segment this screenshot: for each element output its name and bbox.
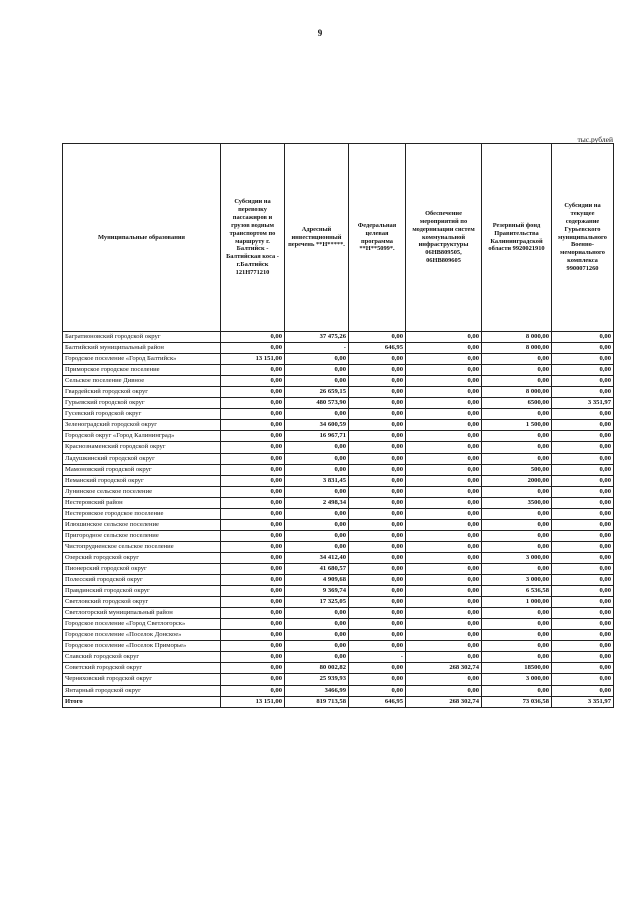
amount-cell: 0,00 [285, 508, 349, 519]
amount-cell: 0,00 [221, 608, 285, 619]
amount-cell: 0,00 [285, 453, 349, 464]
amount-cell: 0,00 [406, 541, 482, 552]
amount-cell: 0,00 [406, 508, 482, 519]
table-row [63, 508, 614, 519]
amount-cell: 25 939,93 [285, 674, 349, 685]
amount-cell: 268 302,74 [406, 663, 482, 674]
amount-cell: 0,00 [552, 354, 614, 365]
amount-cell: 0,00 [552, 575, 614, 586]
amount-cell: 0,00 [285, 442, 349, 453]
table-row [63, 586, 614, 597]
municipality-name-cell: Балтийский муниципальный район [63, 343, 221, 354]
amount-cell: 0,00 [221, 453, 285, 464]
header-utility-modernization: Обеспечение мероприятий по модернизации систем коммунальной инфраструктуры 06НВ809505, 06НВ809605 [406, 144, 482, 332]
table-row [63, 464, 614, 475]
table-row [63, 685, 614, 696]
amount-cell: 0,00 [221, 508, 285, 519]
amount-cell: 0,00 [221, 586, 285, 597]
amount-cell: 0,00 [349, 630, 406, 641]
amount-cell: 0,00 [552, 685, 614, 696]
amount-cell: 0,00 [221, 563, 285, 574]
municipality-name-cell: Городское поселение «Поселок Приморье» [63, 641, 221, 652]
table-row [63, 343, 614, 354]
amount-cell: 0,00 [349, 563, 406, 574]
municipality-name-cell: Пригородное сельское поселение [63, 530, 221, 541]
amount-cell: 0,00 [221, 497, 285, 508]
table-row [63, 387, 614, 398]
municipality-name-cell: Багратионовский городской округ [63, 332, 221, 343]
amount-cell: 0,00 [406, 641, 482, 652]
amount-cell: 13 151,00 [221, 354, 285, 365]
municipality-name-cell: Итого [63, 696, 221, 707]
table-row [63, 332, 614, 343]
amount-cell: 0,00 [221, 652, 285, 663]
amount-cell: 0,00 [482, 453, 552, 464]
amount-cell: 0,00 [349, 475, 406, 486]
amount-cell: 0,00 [349, 431, 406, 442]
amount-cell: 1 500,00 [482, 420, 552, 431]
amount-cell: 0,00 [482, 619, 552, 630]
municipality-name-cell: Мамоновский городской округ [63, 464, 221, 475]
municipality-name-cell: Илюшинское сельское поселение [63, 519, 221, 530]
municipality-name-cell: Ладушкинский городской округ [63, 453, 221, 464]
amount-cell: 0,00 [482, 376, 552, 387]
amount-cell: - [285, 343, 349, 354]
amount-cell: 0,00 [349, 354, 406, 365]
amount-cell: 17 325,05 [285, 597, 349, 608]
municipality-name-cell: Городской округ «Город Калининград» [63, 431, 221, 442]
amount-cell: 0,00 [552, 663, 614, 674]
amount-cell: 3 831,45 [285, 475, 349, 486]
amount-cell: 0,00 [221, 519, 285, 530]
municipality-name-cell: Городское поселение «Город Светлогорск» [63, 619, 221, 630]
amount-cell: 0,00 [406, 453, 482, 464]
amount-cell: 0,00 [349, 464, 406, 475]
amount-cell: 0,00 [552, 508, 614, 519]
table-row [63, 475, 614, 486]
subsidies-table [62, 143, 614, 708]
amount-cell: 0,00 [221, 575, 285, 586]
amount-cell: 0,00 [406, 652, 482, 663]
municipality-name-cell: Городское поселение «Город Балтийск» [63, 354, 221, 365]
amount-cell: 0,00 [221, 376, 285, 387]
municipality-name-cell: Советский городской округ [63, 663, 221, 674]
table-row [63, 354, 614, 365]
municipality-name-cell: Правдинский городской округ [63, 586, 221, 597]
amount-cell: 0,00 [406, 497, 482, 508]
amount-cell: 0,00 [406, 354, 482, 365]
table-row [63, 674, 614, 685]
amount-cell: 0,00 [349, 442, 406, 453]
amount-cell: 0,00 [285, 354, 349, 365]
amount-cell: 0,00 [285, 630, 349, 641]
amount-cell: 3 000,00 [482, 552, 552, 563]
amount-cell: 26 659,15 [285, 387, 349, 398]
municipality-name-cell: Зеленоградский городской округ [63, 420, 221, 431]
amount-cell: 0,00 [349, 597, 406, 608]
amount-cell: 0,00 [285, 365, 349, 376]
municipality-name-cell: Светловский городской округ [63, 597, 221, 608]
amount-cell: 0,00 [349, 541, 406, 552]
amount-cell: 9 369,74 [285, 586, 349, 597]
table-row [63, 453, 614, 464]
amount-cell: 4 909,68 [285, 575, 349, 586]
amount-cell: 646,95 [349, 343, 406, 354]
amount-cell: 0,00 [552, 619, 614, 630]
amount-cell: 0,00 [552, 530, 614, 541]
table-row [63, 409, 614, 420]
amount-cell: 0,00 [349, 575, 406, 586]
amount-cell: 0,00 [349, 641, 406, 652]
amount-cell: 0,00 [552, 586, 614, 597]
table-row [63, 519, 614, 530]
amount-cell: 0,00 [221, 464, 285, 475]
amount-cell: 0,00 [406, 420, 482, 431]
municipality-name-cell: Городское поселение «Поселок Донское» [63, 630, 221, 641]
amount-cell: 6500,00 [482, 398, 552, 409]
amount-cell: 0,00 [406, 674, 482, 685]
amount-cell: 0,00 [406, 563, 482, 574]
amount-cell: 0,00 [349, 420, 406, 431]
table-row [63, 365, 614, 376]
amount-cell: 16 967,71 [285, 431, 349, 442]
municipality-name-cell: Приморское городское поселение [63, 365, 221, 376]
table-row [63, 497, 614, 508]
municipality-name-cell: Неманский городской округ [63, 475, 221, 486]
amount-cell: 0,00 [221, 420, 285, 431]
amount-cell: 819 713,58 [285, 696, 349, 707]
amount-cell: 0,00 [482, 541, 552, 552]
amount-cell: 0,00 [349, 332, 406, 343]
municipality-name-cell: Пионерский городской округ [63, 563, 221, 574]
amount-cell: 0,00 [552, 464, 614, 475]
table-row [63, 619, 614, 630]
table-row [63, 376, 614, 387]
amount-cell: 0,00 [406, 630, 482, 641]
table-header-row [63, 144, 614, 332]
amount-cell: 0,00 [406, 464, 482, 475]
amount-cell: 0,00 [552, 387, 614, 398]
amount-cell: 0,00 [285, 619, 349, 630]
amount-cell: 0,00 [406, 332, 482, 343]
amount-cell: 0,00 [482, 409, 552, 420]
amount-cell: 0,00 [349, 586, 406, 597]
amount-cell: 0,00 [406, 486, 482, 497]
amount-cell: 0,00 [406, 387, 482, 398]
amount-cell: 0,00 [482, 641, 552, 652]
amount-cell: 0,00 [552, 608, 614, 619]
amount-cell: 0,00 [221, 387, 285, 398]
amount-cell: 268 302,74 [406, 696, 482, 707]
table-row [63, 420, 614, 431]
amount-cell: 0,00 [349, 552, 406, 563]
amount-cell: 3500,00 [482, 497, 552, 508]
amount-cell: 0,00 [349, 365, 406, 376]
amount-cell: 0,00 [349, 519, 406, 530]
amount-cell: 0,00 [406, 552, 482, 563]
amount-cell: 8 000,00 [482, 343, 552, 354]
amount-cell: 0,00 [221, 431, 285, 442]
amount-cell: 0,00 [552, 674, 614, 685]
amount-cell: 0,00 [482, 354, 552, 365]
amount-cell: 0,00 [552, 641, 614, 652]
amount-cell: 0,00 [406, 530, 482, 541]
header-memorial-subsidy: Субсидии на текущее содержание Гурьевского муниципального Военно-мемориального комплекса 9900071260 [552, 144, 614, 332]
amount-cell: 0,00 [406, 376, 482, 387]
table-row [63, 398, 614, 409]
amount-cell: 0,00 [552, 420, 614, 431]
amount-cell: 0,00 [349, 486, 406, 497]
amount-cell: 0,00 [552, 343, 614, 354]
amount-cell: 0,00 [285, 530, 349, 541]
amount-cell: 2 498,34 [285, 497, 349, 508]
amount-cell: 0,00 [552, 486, 614, 497]
table-row [63, 597, 614, 608]
amount-cell: 0,00 [552, 630, 614, 641]
amount-cell: 3 351,97 [552, 696, 614, 707]
amount-cell: 0,00 [349, 497, 406, 508]
amount-cell: 0,00 [221, 685, 285, 696]
municipality-name-cell: Краснознаменский городской округ [63, 442, 221, 453]
amount-cell: 0,00 [349, 674, 406, 685]
amount-cell: 0,00 [406, 575, 482, 586]
amount-cell: 0,00 [285, 541, 349, 552]
amount-cell: 0,00 [221, 674, 285, 685]
amount-cell: 0,00 [552, 431, 614, 442]
amount-cell: 37 475,26 [285, 332, 349, 343]
amount-cell: 0,00 [349, 508, 406, 519]
amount-cell: 0,00 [349, 376, 406, 387]
municipality-name-cell: Янтарный городской округ [63, 685, 221, 696]
table-row [63, 575, 614, 586]
amount-cell: 0,00 [406, 442, 482, 453]
amount-cell: 0,00 [552, 541, 614, 552]
amount-cell: 646,95 [349, 696, 406, 707]
amount-cell: 0,00 [221, 365, 285, 376]
amount-cell: 0,00 [482, 442, 552, 453]
amount-cell: 0,00 [406, 409, 482, 420]
amount-cell: 0,00 [482, 563, 552, 574]
amount-cell: 80 002,82 [285, 663, 349, 674]
amount-cell: 0,00 [552, 332, 614, 343]
amount-cell: 0,00 [482, 630, 552, 641]
amount-cell: 13 151,00 [221, 696, 285, 707]
municipality-name-cell: Озерский городской округ [63, 552, 221, 563]
amount-cell: 0,00 [285, 652, 349, 663]
units-label: тыс.рублей [577, 135, 613, 144]
amount-cell: 0,00 [552, 652, 614, 663]
amount-cell: 0,00 [482, 652, 552, 663]
table-row [63, 530, 614, 541]
amount-cell: 8 000,00 [482, 387, 552, 398]
amount-cell: 0,00 [552, 475, 614, 486]
amount-cell: 0,00 [482, 519, 552, 530]
amount-cell: 0,00 [552, 453, 614, 464]
amount-cell: 0,00 [349, 608, 406, 619]
total-row [63, 696, 614, 707]
municipality-name-cell: Славский городской округ [63, 652, 221, 663]
amount-cell: 0,00 [349, 453, 406, 464]
table-row [63, 663, 614, 674]
amount-cell: 0,00 [406, 475, 482, 486]
table-row [63, 442, 614, 453]
amount-cell: 0,00 [552, 519, 614, 530]
municipality-name-cell: Черняховский городской округ [63, 674, 221, 685]
amount-cell: 0,00 [221, 663, 285, 674]
amount-cell: 0,00 [221, 630, 285, 641]
amount-cell: 0,00 [406, 431, 482, 442]
amount-cell: 0,00 [285, 464, 349, 475]
amount-cell: 34 412,40 [285, 552, 349, 563]
amount-cell: 0,00 [349, 409, 406, 420]
amount-cell: 0,00 [349, 398, 406, 409]
amount-cell: 41 680,57 [285, 563, 349, 574]
amount-cell: 0,00 [221, 641, 285, 652]
table-row [63, 630, 614, 641]
amount-cell: 0,00 [552, 365, 614, 376]
table-row [63, 431, 614, 442]
page-number: 9 [317, 28, 323, 38]
municipality-name-cell: Светлогорский муниципальный район [63, 608, 221, 619]
amount-cell: 0,00 [349, 619, 406, 630]
amount-cell: 34 600,59 [285, 420, 349, 431]
amount-cell: 0,00 [406, 343, 482, 354]
amount-cell: 18500,00 [482, 663, 552, 674]
amount-cell: 0,00 [221, 541, 285, 552]
amount-cell: 0,00 [406, 685, 482, 696]
amount-cell: 0,00 [285, 608, 349, 619]
amount-cell: 0,00 [552, 563, 614, 574]
amount-cell: 0,00 [221, 442, 285, 453]
amount-cell: 0,00 [482, 365, 552, 376]
amount-cell: 73 036,58 [482, 696, 552, 707]
amount-cell: 3 000,00 [482, 674, 552, 685]
amount-cell: 6 536,58 [482, 586, 552, 597]
amount-cell: 3 000,00 [482, 575, 552, 586]
amount-cell: 0,00 [482, 608, 552, 619]
amount-cell: 0,00 [406, 398, 482, 409]
table-row [63, 486, 614, 497]
amount-cell: 0,00 [221, 332, 285, 343]
amount-cell: 0,00 [406, 597, 482, 608]
header-federal-program: Федеральная целевая программа **Н**5099*. [349, 144, 406, 332]
header-municipality: Муниципальные образования [63, 144, 221, 332]
municipality-name-cell: Нестеровский район [63, 497, 221, 508]
amount-cell: - [349, 652, 406, 663]
amount-cell: 0,00 [406, 608, 482, 619]
amount-cell: 0,00 [221, 619, 285, 630]
amount-cell: 0,00 [349, 685, 406, 696]
amount-cell: 0,00 [406, 619, 482, 630]
municipality-name-cell: Чистопрудненское сельское поселение [63, 541, 221, 552]
amount-cell: 0,00 [221, 343, 285, 354]
municipality-name-cell: Полесский городской округ [63, 575, 221, 586]
amount-cell: 0,00 [221, 475, 285, 486]
table-row [63, 608, 614, 619]
amount-cell: 0,00 [552, 552, 614, 563]
amount-cell: 3 351,97 [552, 398, 614, 409]
amount-cell: 0,00 [406, 365, 482, 376]
amount-cell: 2000,00 [482, 475, 552, 486]
amount-cell: 0,00 [221, 530, 285, 541]
header-reserve-fund: Резервный фонд Правительства Калининградской области 9920021910 [482, 144, 552, 332]
municipality-name-cell: Гвардейский городской округ [63, 387, 221, 398]
table-row [63, 541, 614, 552]
amount-cell: 1 000,00 [482, 597, 552, 608]
municipality-name-cell: Гурьевский городской округ [63, 398, 221, 409]
amount-cell: 0,00 [482, 486, 552, 497]
table-row [63, 563, 614, 574]
amount-cell: 0,00 [552, 597, 614, 608]
municipality-name-cell: Гусевский городской округ [63, 409, 221, 420]
amount-cell: 0,00 [406, 586, 482, 597]
amount-cell: 0,00 [221, 398, 285, 409]
table-row [63, 552, 614, 563]
header-water-transport-subsidy: Субсидии на перевозку пассажиров и грузов водным транспортом по маршруту г. Балтийск - Балтийская коса - г.Балтийск 121Н771210 [221, 144, 285, 332]
amount-cell: 0,00 [552, 497, 614, 508]
amount-cell: 0,00 [349, 530, 406, 541]
amount-cell: 8 000,00 [482, 332, 552, 343]
amount-cell: 0,00 [285, 409, 349, 420]
amount-cell: 0,00 [552, 409, 614, 420]
amount-cell: 0,00 [285, 486, 349, 497]
amount-cell: 500,00 [482, 464, 552, 475]
table-body [63, 332, 614, 708]
amount-cell: 3466,99 [285, 685, 349, 696]
amount-cell: 0,00 [552, 442, 614, 453]
amount-cell: 0,00 [349, 663, 406, 674]
amount-cell: 0,00 [285, 641, 349, 652]
amount-cell: 0,00 [285, 376, 349, 387]
amount-cell: 0,00 [285, 519, 349, 530]
amount-cell: 0,00 [221, 409, 285, 420]
amount-cell: 0,00 [552, 376, 614, 387]
header-investment-list: Адресный инвестиционный перечень **Н*****. [285, 144, 349, 332]
municipality-name-cell: Нестеровское городское поселение [63, 508, 221, 519]
amount-cell: 480 573,90 [285, 398, 349, 409]
amount-cell: 0,00 [482, 431, 552, 442]
municipality-name-cell: Сельское поселение Дивное [63, 376, 221, 387]
amount-cell: 0,00 [482, 530, 552, 541]
amount-cell: 0,00 [221, 597, 285, 608]
amount-cell: 0,00 [482, 685, 552, 696]
amount-cell: 0,00 [221, 486, 285, 497]
amount-cell: 0,00 [221, 552, 285, 563]
amount-cell: 0,00 [406, 519, 482, 530]
table-row [63, 641, 614, 652]
amount-cell: 0,00 [482, 508, 552, 519]
municipality-name-cell: Лунинское сельское поселение [63, 486, 221, 497]
table-row [63, 652, 614, 663]
amount-cell: 0,00 [349, 387, 406, 398]
